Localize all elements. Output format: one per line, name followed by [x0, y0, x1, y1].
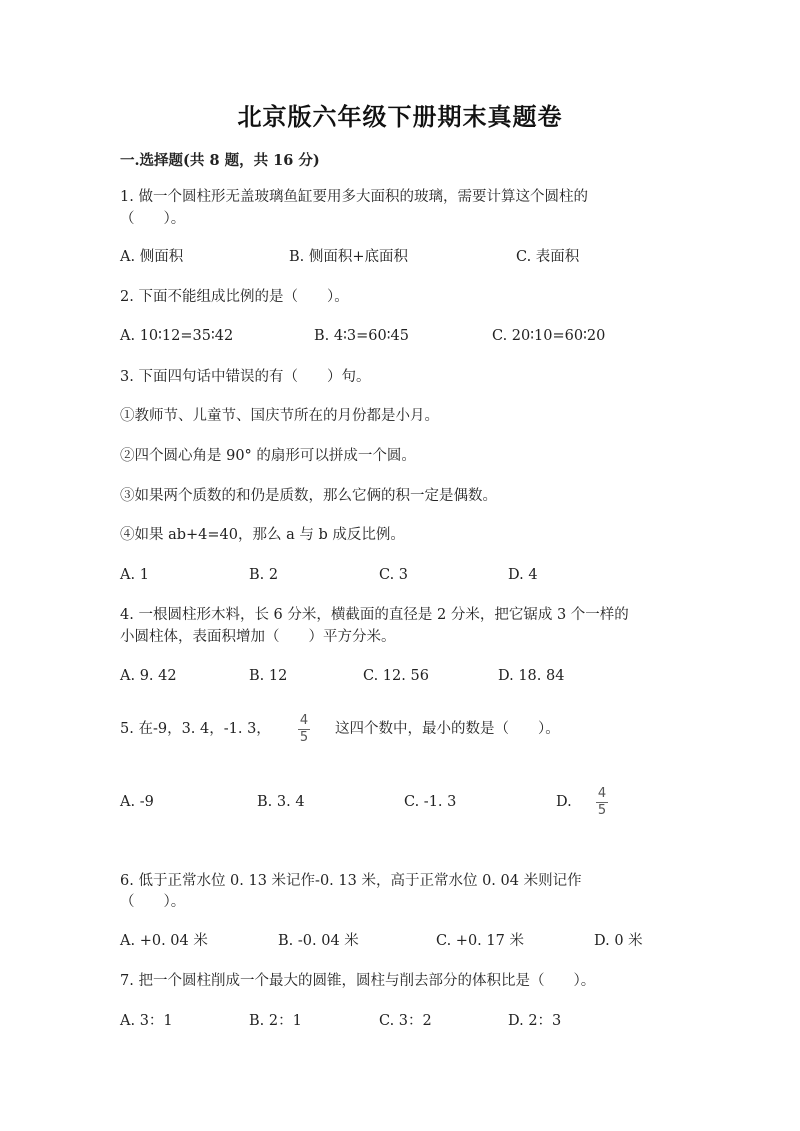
question-2-option-c[interactable]: C. 20∶10=60∶20: [492, 328, 606, 344]
page-title: 北京版六年级下册期末真题卷: [237, 102, 563, 131]
question-6-stem-cont: （ ）。: [120, 894, 186, 910]
question-3-stem: 3. 下面四句话中错误的有（ ）句。: [120, 369, 371, 385]
question-3-option-c[interactable]: C. 3: [379, 567, 409, 583]
question-4-stem-cont: 小圆柱体，表面积增加（ ）平方分米。: [120, 629, 396, 645]
question-1-stem: 1. 做一个圆柱形无盖玻璃鱼缸要用多大面积的玻璃，需要计算这个圆柱的: [120, 189, 588, 205]
question-3-statement-3: ③如果两个质数的和仍是质数，那么它俩的积一定是偶数。: [120, 488, 497, 504]
question-6-option-c[interactable]: C. +0. 17 米: [436, 933, 524, 949]
question-7-option-a[interactable]: A. 3：1: [120, 1013, 173, 1029]
fraction-denominator: 5: [597, 803, 607, 818]
question-3-statement-1: ①教师节、儿童节、国庆节所在的月份都是小月。: [120, 408, 439, 424]
question-7-option-c[interactable]: C. 3：2: [379, 1013, 432, 1029]
question-3-statement-4: ④如果 ab+4=40，那么 a 与 b 成反比例。: [120, 527, 405, 543]
question-4-option-a[interactable]: A. 9. 42: [120, 668, 177, 684]
question-2-option-a[interactable]: A. 10∶12=35∶42: [120, 328, 234, 344]
question-6-option-d[interactable]: D. 0 米: [594, 933, 643, 949]
question-4-option-c[interactable]: C. 12. 56: [363, 668, 429, 684]
question-5-option-c[interactable]: C. -1. 3: [404, 794, 457, 810]
question-5-option-b[interactable]: B. 3. 4: [257, 794, 305, 810]
question-2-stem: 2. 下面不能组成比例的是（ ）。: [120, 289, 349, 305]
question-5-option-d-fraction: [594, 787, 610, 818]
question-3-option-b[interactable]: B. 2: [249, 567, 279, 583]
question-5-option-d[interactable]: D.: [556, 794, 572, 810]
section-title: 一.选择题(共 8 题，共 16 分): [120, 152, 320, 169]
fraction-numerator: 4: [299, 713, 309, 728]
fraction-denominator: 5: [299, 730, 309, 745]
question-5-stem: 5. 在-9，3. 4，-1. 3，: [120, 721, 271, 737]
question-3-option-d[interactable]: D. 4: [508, 567, 538, 583]
question-6-option-a[interactable]: A. +0. 04 米: [120, 933, 208, 949]
question-5-option-a[interactable]: A. -9: [120, 794, 154, 810]
question-1-option-b[interactable]: B. 侧面积+底面积: [289, 249, 409, 265]
question-4-option-d[interactable]: D. 18. 84: [498, 668, 565, 684]
question-4-option-b[interactable]: B. 12: [249, 668, 288, 684]
question-5-stem-cont: 这四个数中，最小的数是（ ）。: [335, 721, 560, 737]
question-7-option-b[interactable]: B. 2：1: [249, 1013, 302, 1029]
question-1-option-c[interactable]: C. 表面积: [516, 249, 580, 265]
question-4-stem: 4. 一根圆柱形木料，长 6 分米，横截面的直径是 2 分米，把它锯成 3 个一样的: [120, 607, 629, 623]
fraction-numerator: 4: [597, 786, 607, 801]
question-6-option-b[interactable]: B. -0. 04 米: [278, 933, 359, 949]
question-1-stem-cont: （ ）。: [120, 211, 186, 227]
question-2-option-b[interactable]: B. 4∶3=60∶45: [314, 328, 409, 344]
question-7-stem: 7. 把一个圆柱削成一个最大的圆锥，圆柱与削去部分的体积比是（ ）。: [120, 973, 596, 989]
question-7-option-d[interactable]: D. 2：3: [508, 1013, 562, 1029]
question-3-statement-2: ②四个圆心角是 90° 的扇形可以拼成一个圆。: [120, 448, 416, 464]
question-5-fraction: [296, 714, 312, 745]
question-3-option-a[interactable]: A. 1: [120, 567, 149, 583]
question-6-stem: 6. 低于正常水位 0. 13 米记作-0. 13 米，高于正常水位 0. 04 米则记作: [120, 873, 582, 889]
question-1-option-a[interactable]: A. 侧面积: [120, 249, 184, 265]
